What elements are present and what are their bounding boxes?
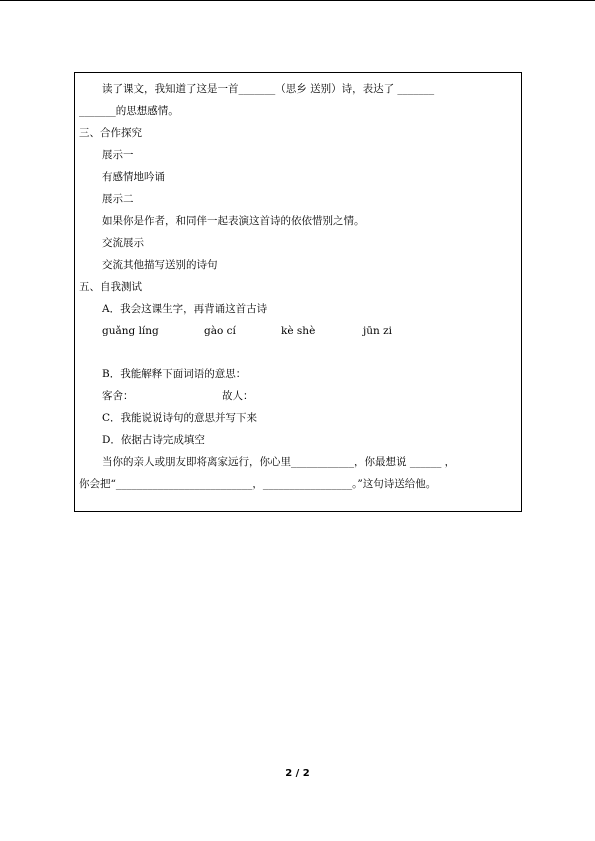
item-c: C．我能说说诗句的意思并写下来 [102,412,258,424]
page-number: 2 / 2 [285,768,310,779]
exchange-body: 交流其他描写送别的诗句 [102,259,218,271]
section-5-title: 五、自我测试 [79,281,142,293]
reading-fill-line-1: 读了课文，我知道了这是一首_______（思乡 送别）诗，表达了 _______ [102,83,435,95]
item-b: B．我能解释下面词语的意思： [102,368,247,380]
item-a: A．我会这课生字，再背诵这首古诗 [102,303,268,315]
exchange-title: 交流展示 [102,237,144,249]
show-2-body: 如果你是作者，和同伴一起表演这首诗的依依惜别之情。 [102,215,365,227]
pinyin-word: jūn zi [363,325,393,337]
pinyin-row [102,324,392,338]
item-d: D．依据古诗完成填空 [102,434,205,446]
top-rule [0,0,595,1]
show-2-title: 展示二 [102,193,134,205]
section-3-title: 三、合作探究 [79,127,142,139]
fill-blank-line-1: 当你的亲人或朋友即将离家远行，你心里____________，你最想说 ______ ， [102,456,456,468]
show-1-body: 有感情地吟诵 [102,171,165,183]
show-1-title: 展示一 [102,149,134,161]
reading-fill-line-2: _______的思想感情。 [79,105,179,117]
term-keshe: 客舍： [102,390,134,402]
pinyin-word: gào cí [204,325,236,337]
fill-blank-line-2: 你会把“__________________________，_________________。”这句诗送给他。 [79,478,437,490]
pinyin-word: kè shè [281,325,316,337]
definition-row [102,389,254,403]
pinyin-word: guǎng líng [102,325,159,337]
term-guren: 故人： [222,390,254,402]
